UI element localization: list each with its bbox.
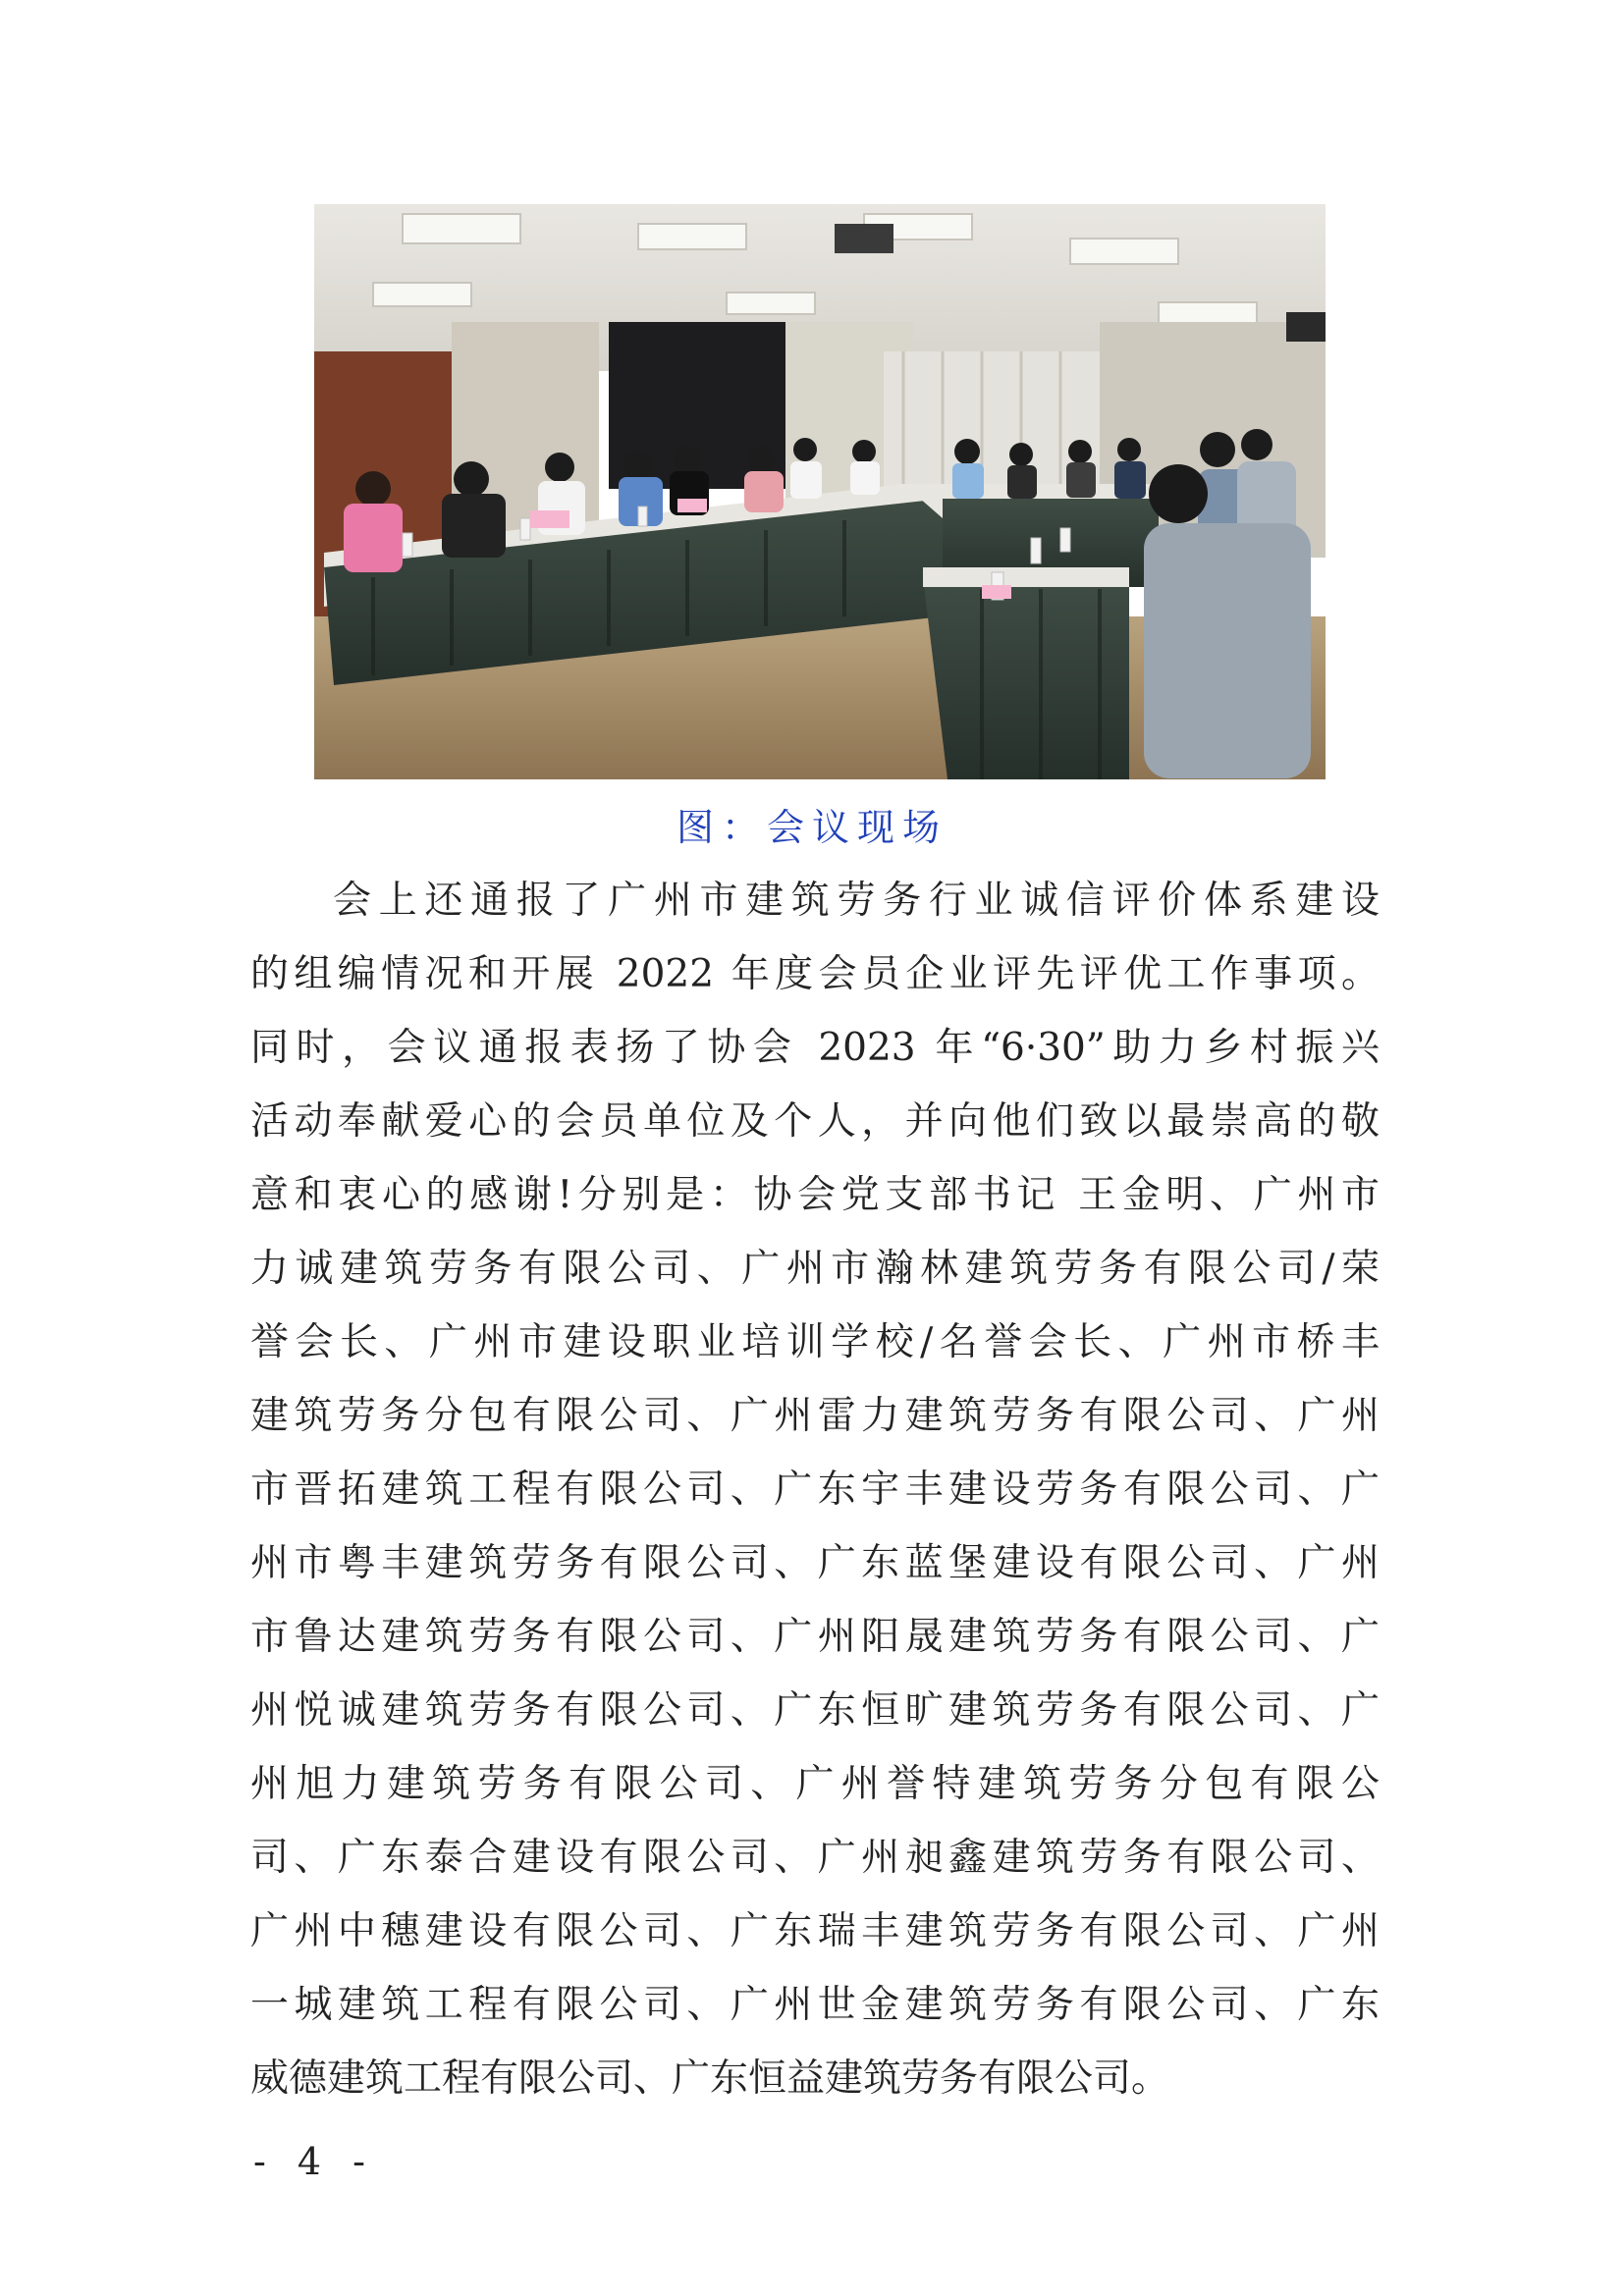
meeting-room-photo — [314, 204, 1326, 779]
paragraph-line: 市鲁达建筑劳务有限公司、广州阳晟建筑劳务有限公司、广 — [250, 1615, 1380, 1659]
paragraph-line: 广州中穗建设有限公司、广东瑞丰建筑劳务有限公司、广州 — [250, 1909, 1380, 1953]
meeting-photo-illustration — [314, 204, 1326, 779]
paragraph-line: 意和衷心的感谢!分别是：协会党支部书记 王金明、广州市 — [250, 1173, 1380, 1217]
paragraph-line: 州悦诚建筑劳务有限公司、广东恒旷建筑劳务有限公司、广 — [250, 1688, 1380, 1733]
paragraph-line: 市晋拓建筑工程有限公司、广东宇丰建设劳务有限公司、广 — [250, 1468, 1380, 1512]
figure-caption: 图：会议现场 — [676, 806, 947, 849]
paragraph-line: 的组编情况和开展 2022 年度会员企业评先评优工作事项。 — [250, 952, 1380, 996]
paragraph-line: 力诚建筑劳务有限公司、广州市瀚林建筑劳务有限公司/荣 — [250, 1247, 1380, 1291]
paragraph-line: 同时，会议通报表扬了协会 2023 年“6·30”助力乡村振兴 — [250, 1026, 1380, 1070]
paragraph-line: 司、广东泰合建设有限公司、广州昶鑫建筑劳务有限公司、 — [250, 1836, 1380, 1880]
paragraph-line: 誉会长、广州市建设职业培训学校/名誉会长、广州市桥丰 — [250, 1320, 1380, 1364]
paragraph-line: 会上还通报了广州市建筑劳务行业诚信评价体系建设 — [333, 879, 1380, 923]
page-number: - 4 - — [253, 2140, 376, 2183]
paragraph-line: 活动奉献爱心的会员单位及个人，并向他们致以最崇高的敬 — [250, 1099, 1380, 1144]
paragraph-line: 建筑劳务分包有限公司、广州雷力建筑劳务有限公司、广州 — [250, 1394, 1380, 1438]
paragraph-line: 威德建筑工程有限公司、广东恒益建筑劳务有限公司。 — [250, 2056, 1170, 2101]
paragraph-line: 州市粤丰建筑劳务有限公司、广东蓝堡建设有限公司、广州 — [250, 1541, 1380, 1585]
paragraph-line: 州旭力建筑劳务有限公司、广州誉特建筑劳务分包有限公 — [250, 1762, 1380, 1806]
paragraph-line: 一城建筑工程有限公司、广州世金建筑劳务有限公司、广东 — [250, 1983, 1380, 2027]
body-paragraph — [250, 864, 1380, 2115]
